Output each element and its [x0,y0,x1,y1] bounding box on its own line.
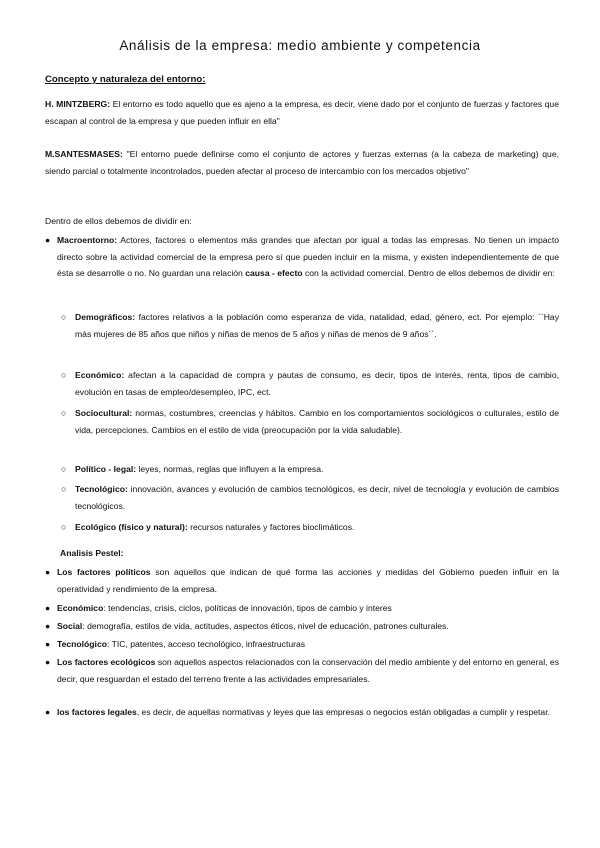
bullet-marker: ● [45,707,51,717]
bullet-marker: ● [45,235,51,245]
item-text: : TIC, patentes, acceso tecnológico, infraestructuras [106,639,306,649]
item-text: : demografía, estilos de vida, actitudes, aspectos éticos, nivel de educación, patrones culturales. [82,621,449,631]
item-label: los factores legales [57,707,137,717]
bullet-marker: ○ [61,464,67,474]
bullet-marker: ○ [61,312,67,322]
intro-text: Dentro de ellos debemos de dividir en: [45,216,192,226]
bullet-marker: ○ [61,370,67,380]
item-label: Político - legal: [75,464,137,474]
bullet-marker: ● [45,657,51,667]
item-text: Actores, factores o elementos más grandes que afectan por igual a todas las empresas. No tienen un impacto directo sobre la actividad comercial de la empresa pero sí que pueden incluir en la misma, y existen independientemente de que ésta se desarrolle o no. No guardan una relación [57,235,559,278]
item-label: Económico: [75,370,125,380]
item-label: Sociocultural: [75,408,133,418]
section-heading: Concepto y naturaleza del entorno: [45,74,206,85]
item-text: innovación, avances y evolución de cambios tecnológicos, es decir, nivel de tecnología y evolución de cambios tecnológicos. [75,484,559,511]
item-text: , es decir, de aquellas normativas y leyes que las empresas o negocios están obligadas a cumplir y respetar. [136,707,550,717]
list-item-macroentorno [45,232,559,282]
item-label: Los factores políticos [57,567,151,577]
quote-author: H. MINTZBERG: [45,99,111,109]
item-text: normas, costumbres, creencias y hábitos. Cambio en los comportamientos sociológicos o culturales, estilo de vida, percepciones. Cambios en el estilo de vida (preocupación por la vida saludable). [75,408,559,435]
item-bold-phrase: causa - efecto [245,268,303,278]
item-label: Demográficos: [75,312,136,322]
bullet-marker: ○ [61,522,67,532]
item-label: Los factores ecológicos [57,657,156,667]
quote-author: M.SANTESMASES: [45,149,123,159]
item-text: leyes, normas, reglas que influyen a la empresa. [136,464,324,474]
pestel-item-social [45,618,559,635]
item-text: son aquellos que indican de qué forma las acciones y medidas del Gobierno pueden influir en la operatividad y rendimiento de la empresa. [57,567,559,594]
item-label: Tecnológico [57,639,107,649]
document-title: Análisis de la empresa: medio ambiente y competencia [119,38,481,53]
quote-mintzberg [45,96,559,129]
bullet-marker: ● [45,567,51,577]
item-label: Macroentorno: [57,235,118,245]
pestel-item-ecologicos [45,654,559,687]
item-text: con la actividad comercial. Dentro de ellos debemos de dividir en: [302,268,555,278]
item-text: son aquellos aspectos relacionados con la conservación del medio ambiente y del entorno en general, es decir, que resguardan el estado del terreno frente a las actividades empresariales. [57,657,559,684]
sub-item-ecologico [61,519,559,536]
quote-text: El entorno es todo aquello que es ajeno a la empresa, es decir, viene dado por el conjunto de fuerzas y factores que escapan al control de la empresa y que pueden influir en ella" [45,99,559,126]
item-label: Tecnológico: [75,484,128,494]
sub-item-sociocultural [61,405,559,438]
sub-item-demograficos [61,309,559,342]
pestel-item-economico [45,600,559,617]
item-text: afectan a la capacidad de compra y pautas de consumo, es decir, tipos de interés, renta, tipos de cambio, evolución en tasas de empleo/desempleo, IPC, ect. [75,370,559,397]
bullet-marker: ○ [61,484,67,494]
item-text: factores relativos a la población como esperanza de vida, natalidad, edad, género, ect. Por ejemplo: ``Hay más mujeres de 85 años que niños y niñas de menos de 5 años y niñas de menos de 9 años´´. [75,312,559,339]
item-text: recursos naturales y factores bioclimáticos. [187,522,355,532]
item-label: Económico [57,603,104,613]
bullet-marker: ○ [61,408,67,418]
quote-santesmases [45,146,559,179]
pestel-heading: Analisis Pestel: [60,548,124,558]
pestel-item-tecnologico [45,636,559,653]
item-label: Ecológico (físico y natural): [75,522,188,532]
sub-item-politico-legal [61,461,559,478]
pestel-item-politicos [45,564,559,597]
item-text: : tendencias, crisis, ciclos, políticas de innovación, tipos de cambio y interes [103,603,392,613]
bullet-marker: ● [45,603,51,613]
sub-item-tecnologico [61,481,559,514]
quote-text: "El entorno puede definirse como el conjunto de actores y fuerzas externas (a la cabeza de marketing) que, siendo parcial o totalmente incontrolados, pueden afectar al proceso de intercambio con los mercados objetivo" [45,149,559,176]
sub-item-economico [61,367,559,400]
pestel-item-legales [45,704,559,721]
bullet-marker: ● [45,621,51,631]
item-label: Social [57,621,83,631]
bullet-marker: ● [45,639,51,649]
